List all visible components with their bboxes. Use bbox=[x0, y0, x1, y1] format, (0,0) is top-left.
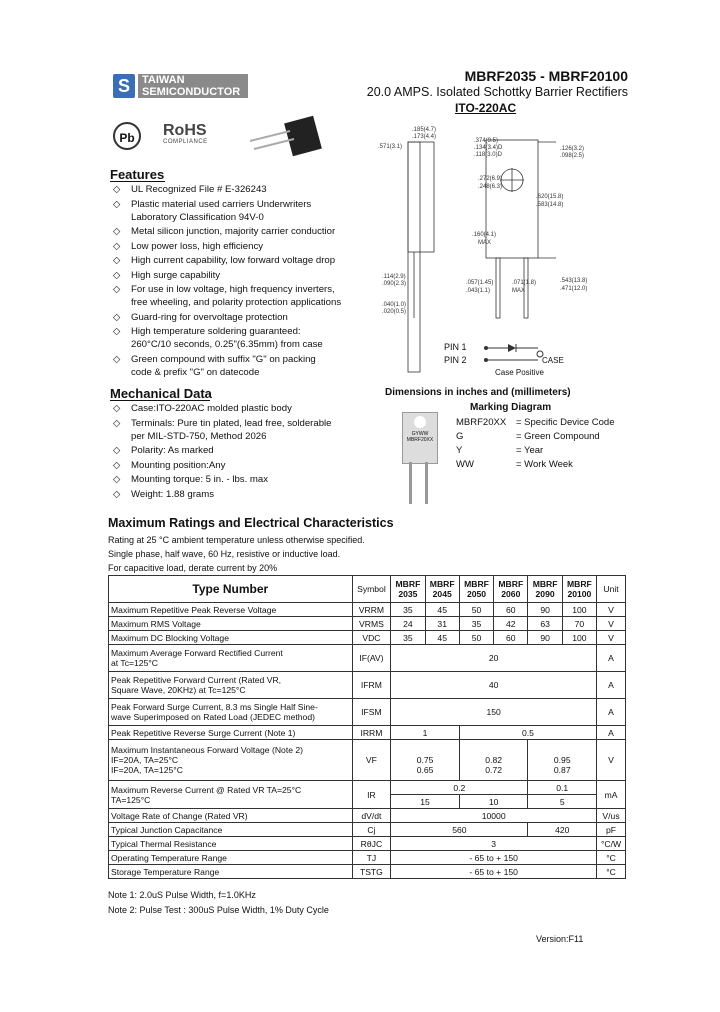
value-cell: 90 bbox=[528, 603, 562, 617]
chip-pin-2 bbox=[425, 462, 428, 504]
table-row bbox=[109, 726, 626, 740]
dimension-label: .160(4.1) bbox=[472, 232, 497, 238]
dimension-label: .173(4.4) bbox=[412, 134, 437, 140]
param-cell bbox=[109, 699, 353, 726]
value-cell: 0.5 bbox=[459, 726, 596, 740]
pin1-label: PIN 1 bbox=[444, 342, 467, 352]
condition-line: For capacitive load, derate current by 20% bbox=[108, 563, 278, 573]
value-cell: 100 bbox=[562, 603, 596, 617]
symbol-cell: RθJC bbox=[352, 837, 391, 851]
unit-cell: A bbox=[597, 645, 626, 672]
param-cell: Typical Thermal Resistance bbox=[109, 837, 353, 851]
table-row bbox=[109, 645, 626, 672]
mechanical-rule bbox=[110, 400, 210, 401]
table-notes bbox=[108, 888, 329, 918]
mechanical-text: Mounting torque: 5 in. - lbs. max bbox=[131, 474, 269, 485]
bullet-icon: ◇ bbox=[113, 459, 121, 471]
condition-line: Single phase, half wave, 60 Hz, resistive or inductive load. bbox=[108, 549, 341, 559]
mechanical-item bbox=[113, 417, 353, 443]
value-cell: 45 bbox=[425, 603, 459, 617]
dimension-label: .040(1.0) bbox=[382, 302, 407, 308]
mechanical-text: Weight: 1.88 grams bbox=[131, 488, 215, 500]
value-cell: 3 bbox=[391, 837, 597, 851]
case-positive-label: Case Positive bbox=[495, 368, 544, 377]
dimension-label: .583(14.8) bbox=[536, 202, 564, 208]
param-cell bbox=[109, 617, 353, 631]
feature-item bbox=[113, 254, 343, 267]
cell-line: 2035 bbox=[398, 589, 418, 599]
symbol-cell: IR bbox=[352, 781, 391, 809]
symbol-cell: Cj bbox=[352, 823, 391, 837]
cell-line: 0.82 bbox=[485, 755, 503, 765]
table-row bbox=[109, 809, 626, 823]
value-cell: 60 bbox=[494, 603, 528, 617]
param-cell bbox=[109, 740, 353, 781]
bullet-icon: ◇ bbox=[113, 255, 121, 266]
cell-line: 2045 bbox=[432, 589, 452, 599]
cell-line: 2050 bbox=[466, 589, 487, 599]
feature-line bbox=[113, 211, 343, 224]
dimension-labels bbox=[378, 120, 628, 320]
cell-line: Peak Repetitive Reverse Surge Current (Note 1) bbox=[111, 727, 296, 738]
unit-cell: °C/W bbox=[597, 837, 626, 851]
note-2: Note 2: Pulse Test : 300uS Pulse Width, 1% Duty Cycle bbox=[108, 905, 329, 915]
dimension-label: .020(0.5) bbox=[382, 309, 407, 315]
value-cell bbox=[459, 740, 528, 781]
cell-line: MBRF bbox=[395, 579, 421, 589]
mechanical-item bbox=[113, 488, 353, 501]
rohs-logo: RoHS bbox=[163, 122, 207, 139]
cell-line: MBRF bbox=[566, 579, 592, 589]
mechanical-line bbox=[113, 402, 353, 415]
unit-cell: mA bbox=[597, 781, 626, 809]
bullet-icon: ◇ bbox=[113, 417, 121, 429]
param-cell bbox=[109, 781, 353, 809]
param-cell bbox=[109, 631, 353, 645]
marking-row bbox=[456, 445, 636, 459]
feature-text: Plastic material used carriers Underwriters bbox=[131, 198, 312, 210]
bullet-icon: ◇ bbox=[113, 326, 121, 337]
dimension-label: .090(2.3) bbox=[382, 281, 407, 287]
bullet-icon: ◇ bbox=[113, 284, 121, 295]
feature-text: High temperature soldering guaranteed: bbox=[131, 326, 301, 337]
header-symbol: Symbol bbox=[352, 576, 391, 603]
mechanical-text: Mounting position:Any bbox=[131, 459, 226, 471]
table-row bbox=[109, 699, 626, 726]
features-rule bbox=[110, 181, 165, 182]
header-unit: Unit bbox=[597, 576, 626, 603]
symbol-cell: VRMS bbox=[352, 617, 391, 631]
param-cell bbox=[109, 603, 353, 617]
bullet-icon: ◇ bbox=[113, 445, 121, 456]
mechanical-text: Polarity: As marked bbox=[131, 445, 214, 456]
feature-text: UL Recognized File # E-326243 bbox=[131, 184, 267, 195]
dimensions-caption: Dimensions in inches and (millimeters) bbox=[385, 387, 571, 398]
value-cell: 50 bbox=[459, 603, 493, 617]
cell-line: Peak Repetitive Forward Current (Rated VR, bbox=[111, 675, 282, 685]
feature-text: Metal silicon junction, majority carrier conductior bbox=[131, 226, 336, 237]
condition-line: Rating at 25 °C ambient temperature unless otherwise specified. bbox=[108, 535, 365, 545]
value-cell: 35 bbox=[391, 603, 425, 617]
feature-item bbox=[113, 353, 343, 379]
feature-line bbox=[113, 353, 343, 366]
dimension-label: .134(3.4)D bbox=[474, 145, 503, 151]
dimension-label: .272(6.9) bbox=[478, 176, 503, 182]
note-1: Note 1: 2.0uS Pulse Width, f=1.0KHz bbox=[108, 890, 256, 900]
mechanical-line bbox=[113, 473, 353, 486]
cell-line: 0.75 bbox=[416, 755, 434, 765]
marking-row bbox=[456, 459, 636, 473]
header-part bbox=[494, 576, 528, 603]
marking-value: = Green Compound bbox=[516, 431, 600, 442]
cell-line: MBRF bbox=[464, 579, 489, 589]
value-cell bbox=[391, 740, 460, 781]
table-row bbox=[109, 865, 626, 879]
value-cell: 10000 bbox=[391, 809, 597, 823]
dimension-label: .098(2.5) bbox=[560, 153, 585, 159]
cell-line: wave Superimposed on Rated Load (JEDEC method) bbox=[111, 712, 315, 722]
dimension-label: .114(2.9) bbox=[382, 274, 406, 280]
bullet-icon: ◇ bbox=[113, 353, 121, 365]
value-cell: 35 bbox=[391, 631, 425, 645]
value-cell: 15 bbox=[391, 795, 460, 809]
feature-item bbox=[113, 283, 343, 309]
dimension-label: MAX bbox=[478, 240, 492, 246]
param-cell bbox=[109, 645, 353, 672]
symbol-cell: IF(AV) bbox=[352, 645, 391, 672]
value-cell: - 65 to + 150 bbox=[391, 851, 597, 865]
unit-cell: V bbox=[597, 603, 626, 617]
ratings-title: Maximum Ratings and Electrical Characteristics bbox=[108, 516, 394, 530]
marking-row bbox=[456, 417, 636, 431]
cell-line: IF=20A, TA=125°C bbox=[111, 765, 183, 775]
mechanical-line bbox=[113, 459, 353, 472]
cell-line: Maximum RMS Voltage bbox=[111, 618, 201, 629]
doc-title: MBRF2035 - MBRF20100 bbox=[464, 68, 628, 84]
feature-item bbox=[113, 311, 343, 324]
dimension-label: .248(6.3) bbox=[478, 184, 503, 190]
table-row bbox=[109, 631, 626, 645]
bullet-icon: ◇ bbox=[113, 269, 121, 281]
marking-row bbox=[456, 431, 636, 445]
mechanical-line bbox=[113, 444, 353, 457]
mechanical-line bbox=[113, 417, 353, 430]
marking-key: MBRF20XX bbox=[456, 417, 507, 428]
cell-line: Maximum DC Blocking Voltage bbox=[111, 632, 229, 643]
logo-line2: SEMICONDUCTOR bbox=[142, 86, 241, 98]
value-cell: 0.1 bbox=[528, 781, 597, 795]
value-cell: 1 bbox=[391, 726, 460, 740]
rohs-sub: COMPLIANCE bbox=[163, 139, 208, 145]
dimension-label: MAX bbox=[512, 288, 526, 294]
table-row bbox=[109, 672, 626, 699]
unit-cell: °C bbox=[597, 851, 626, 865]
param-cell: Typical Junction Capacitance bbox=[109, 823, 353, 837]
feature-item bbox=[113, 325, 343, 351]
pin2-label: PIN 2 bbox=[444, 355, 467, 365]
feature-line bbox=[113, 296, 343, 309]
feature-line bbox=[113, 366, 343, 379]
value-cell bbox=[528, 740, 597, 781]
ratings-conditions bbox=[108, 533, 365, 575]
marking-key: G bbox=[456, 431, 464, 442]
chip-line1: GYWW bbox=[411, 431, 429, 437]
table-row bbox=[109, 603, 626, 617]
cell-line: 2060 bbox=[501, 589, 521, 599]
cell-line: MBRF bbox=[532, 579, 558, 589]
feature-text: 260°C/10 seconds, 0.25"(6.35mm) from case bbox=[131, 339, 323, 350]
param-cell bbox=[109, 726, 353, 740]
value-cell: 35 bbox=[459, 617, 493, 631]
bullet-icon: ◇ bbox=[113, 240, 121, 252]
bullet-icon: ◇ bbox=[113, 198, 121, 210]
bullet-icon: ◇ bbox=[113, 311, 121, 323]
feature-text: Low power loss, high efficiency bbox=[131, 240, 264, 252]
feature-text: code & prefix "G" on datecode bbox=[131, 366, 260, 378]
mechanical-item bbox=[113, 444, 353, 457]
value-cell: 560 bbox=[391, 823, 528, 837]
symbol-cell: VDC bbox=[352, 631, 391, 645]
dimension-label: .057(1.45) bbox=[466, 280, 494, 286]
header-type: Type Number bbox=[109, 576, 353, 603]
cell-line: Maximum Average Forward Rectified Current bbox=[111, 648, 283, 658]
value-cell: 150 bbox=[391, 699, 597, 726]
value-cell: 45 bbox=[425, 631, 459, 645]
marking-value: = Year bbox=[516, 445, 544, 456]
unit-cell: °C bbox=[597, 865, 626, 879]
table-row bbox=[109, 781, 626, 795]
mechanical-line bbox=[113, 488, 353, 501]
table-row bbox=[109, 851, 626, 865]
mechanical-line bbox=[113, 430, 353, 443]
value-cell: - 65 to + 150 bbox=[391, 865, 597, 879]
cell-line: 0.72 bbox=[485, 765, 503, 775]
pb-free-icon: Pb bbox=[113, 122, 141, 150]
cell-line: Maximum Instantaneous Forward Voltage (Note 2) bbox=[111, 745, 304, 755]
header-part bbox=[459, 576, 493, 603]
value-cell: 31 bbox=[425, 617, 459, 631]
header-part bbox=[391, 576, 425, 603]
cell-line: at Tc=125°C bbox=[111, 658, 158, 668]
ratings-table bbox=[108, 575, 626, 879]
symbol-cell: TJ bbox=[352, 851, 391, 865]
dimension-label: .471(12.0) bbox=[560, 286, 588, 292]
cell-line: TA=125°C bbox=[111, 794, 151, 805]
mechanical-text: Terminals: Pure tin plated, lead free, solderable bbox=[131, 417, 332, 429]
feature-line bbox=[113, 325, 343, 338]
symbol-cell: VRRM bbox=[352, 603, 391, 617]
logo-mark: S bbox=[113, 74, 135, 98]
logo-text bbox=[138, 74, 248, 98]
dimension-label: .118(3.0)D bbox=[474, 152, 502, 158]
dimension-label: .185(4.7) bbox=[412, 127, 437, 133]
header-part bbox=[425, 576, 459, 603]
marking-value: = Specific Device Code bbox=[516, 417, 615, 428]
unit-cell: V bbox=[597, 631, 626, 645]
feature-item bbox=[113, 198, 343, 224]
feature-line bbox=[113, 311, 343, 324]
value-cell: 24 bbox=[391, 617, 425, 631]
table-row bbox=[109, 617, 626, 631]
cell-line: Square Wave, 20KHz) at Tc=125°C bbox=[111, 685, 246, 695]
unit-cell: A bbox=[597, 672, 626, 699]
chip-line2: MBRF20XX bbox=[406, 437, 434, 443]
value-cell: 100 bbox=[562, 631, 596, 645]
value-cell: 60 bbox=[494, 631, 528, 645]
value-cell: 50 bbox=[459, 631, 493, 645]
feature-line bbox=[113, 183, 343, 196]
mechanical-item bbox=[113, 402, 353, 415]
doc-subtitle: 20.0 AMPS. Isolated Schottky Barrier Rectifiers bbox=[366, 85, 628, 99]
unit-cell: A bbox=[597, 726, 626, 740]
bullet-icon: ◇ bbox=[113, 184, 121, 195]
value-cell: 40 bbox=[391, 672, 597, 699]
value-cell: 5 bbox=[528, 795, 597, 809]
symbol-cell: VF bbox=[352, 740, 391, 781]
cell-line: 0.95 bbox=[553, 755, 571, 765]
marking-value: = Work Week bbox=[516, 459, 573, 470]
symbol-cell: IRRM bbox=[352, 726, 391, 740]
symbol-cell: IFSM bbox=[352, 699, 391, 726]
mechanical-list bbox=[113, 402, 353, 502]
cell-line: Peak Forward Surge Current, 8.3 ms Single Half Sine- bbox=[111, 702, 318, 712]
package-name: ITO-220AC bbox=[455, 101, 517, 115]
dimension-label: .126(3.2) bbox=[560, 146, 585, 152]
dimension-label: .543(13.8) bbox=[560, 278, 588, 284]
bullet-icon: ◇ bbox=[113, 226, 121, 237]
mechanical-text: per MIL-STD-750, Method 2026 bbox=[131, 430, 267, 442]
mechanical-item bbox=[113, 459, 353, 472]
features-list bbox=[113, 183, 343, 380]
cell-line: Maximum Repetitive Peak Reverse Voltage bbox=[111, 604, 277, 615]
table-header-row bbox=[109, 576, 626, 603]
value-cell: 20 bbox=[391, 645, 597, 672]
mechanical-text: Case:ITO-220AC molded plastic body bbox=[131, 403, 292, 414]
chip-pin-1 bbox=[409, 462, 412, 504]
feature-item bbox=[113, 183, 343, 196]
feature-line bbox=[113, 254, 343, 267]
table-row bbox=[109, 823, 626, 837]
chip-hole-icon bbox=[414, 416, 426, 428]
cell-line: 20100 bbox=[567, 589, 592, 599]
marking-title: Marking Diagram bbox=[470, 402, 552, 413]
value-cell: 90 bbox=[528, 631, 562, 645]
feature-text: High current capability, low forward voltage drop bbox=[131, 255, 336, 266]
param-cell: Storage Temperature Range bbox=[109, 865, 353, 879]
feature-line bbox=[113, 338, 343, 351]
feature-item bbox=[113, 225, 343, 238]
dimension-label: .374(9.5) bbox=[474, 138, 499, 144]
feature-line bbox=[113, 198, 343, 211]
value-cell: 63 bbox=[528, 617, 562, 631]
bullet-icon: ◇ bbox=[113, 474, 121, 485]
mechanical-title: Mechanical Data bbox=[110, 386, 212, 401]
feature-text: Laboratory Classification 94V-0 bbox=[131, 211, 264, 223]
cell-line: 0.65 bbox=[416, 765, 434, 775]
unit-cell: pF bbox=[597, 823, 626, 837]
header-part bbox=[562, 576, 596, 603]
param-cell: Voltage Rate of Change (Rated VR) bbox=[109, 809, 353, 823]
marking-key: WW bbox=[456, 459, 474, 470]
feature-text: free wheeling, and polarity protection applications bbox=[131, 297, 342, 308]
unit-cell: V/us bbox=[597, 809, 626, 823]
value-cell: 10 bbox=[459, 795, 528, 809]
feature-text: Guard-ring for overvoltage protection bbox=[131, 311, 288, 323]
mechanical-item bbox=[113, 473, 353, 486]
table-row bbox=[109, 740, 626, 781]
cell-line: 0.87 bbox=[553, 765, 571, 775]
feature-item bbox=[113, 240, 343, 253]
version-label: Version:F11 bbox=[536, 934, 584, 944]
unit-cell: A bbox=[597, 699, 626, 726]
features-title: Features bbox=[110, 167, 165, 182]
param-cell: Operating Temperature Range bbox=[109, 851, 353, 865]
case-label: CASE bbox=[542, 356, 564, 365]
dimension-label: .043(1.1) bbox=[466, 288, 491, 294]
cell-line: 2090 bbox=[535, 589, 555, 599]
feature-line bbox=[113, 283, 343, 296]
cell-line: Maximum Reverse Current @ Rated VR TA=25°C bbox=[111, 784, 302, 795]
bullet-icon: ◇ bbox=[113, 488, 121, 500]
table-row bbox=[109, 837, 626, 851]
bullet-icon: ◇ bbox=[113, 403, 121, 414]
logo-line1: TAIWAN bbox=[142, 74, 185, 86]
cell-line: IF=20A, TA=25°C bbox=[111, 755, 179, 765]
value-cell: 420 bbox=[528, 823, 597, 837]
value-cell: 0.2 bbox=[391, 781, 528, 795]
value-cell: 70 bbox=[562, 617, 596, 631]
unit-cell: V bbox=[597, 617, 626, 631]
feature-text: For use in low voltage, high frequency inverters, bbox=[131, 284, 335, 295]
value-cell: 42 bbox=[494, 617, 528, 631]
symbol-cell: dV/dt bbox=[352, 809, 391, 823]
marking-chip bbox=[402, 412, 438, 464]
cell-line: MBRF bbox=[429, 579, 455, 589]
unit-cell: V bbox=[597, 740, 626, 781]
dimension-label: .620(15.8) bbox=[536, 194, 564, 200]
package-photo bbox=[250, 115, 330, 160]
feature-line bbox=[113, 225, 343, 238]
dimension-label: .071(1.8) bbox=[512, 280, 537, 286]
feature-text: Green compound with suffix "G" on packing bbox=[131, 353, 316, 365]
dimension-label: .571(3.1) bbox=[378, 144, 403, 150]
cell-line: MBRF bbox=[498, 579, 524, 589]
feature-line bbox=[113, 269, 343, 282]
param-cell bbox=[109, 672, 353, 699]
marking-legend bbox=[456, 417, 636, 473]
marking-key: Y bbox=[456, 445, 463, 456]
symbol-cell: IFRM bbox=[352, 672, 391, 699]
header-part bbox=[528, 576, 562, 603]
feature-item bbox=[113, 269, 343, 282]
feature-line bbox=[113, 240, 343, 253]
feature-text: High surge capability bbox=[131, 269, 221, 281]
symbol-cell: TSTG bbox=[352, 865, 391, 879]
